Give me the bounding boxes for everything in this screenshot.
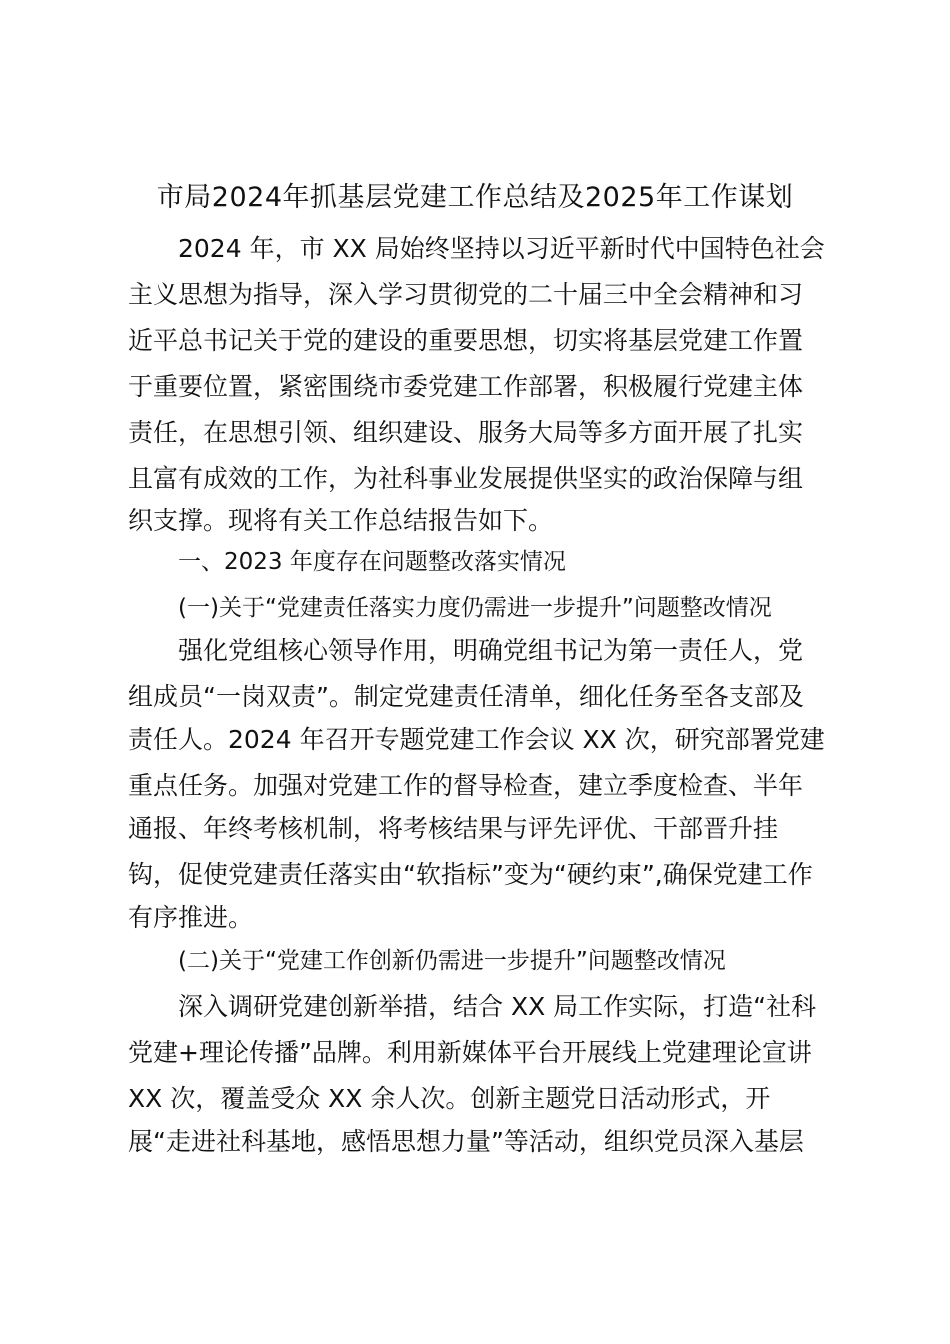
paragraph-line: XX 次，覆盖受众 XX 余人次。创新主题党日活动形式，开 [128,1084,771,1113]
paragraph-line: 织支撑。现将有关工作总结报告如下。 [128,506,554,535]
paragraph-line: 组成员“一岗双责”。制定党建责任清单，细化任务至各支部及 [128,682,804,711]
paragraph-line: 责任人。2024 年召开专题党建工作会议 XX 次，研究部署党建 [128,725,825,754]
paragraph-line: 强化党组核心领导作用，明确党组书记为第一责任人，党 [178,636,804,665]
paragraph-line: 于重要位置，紧密围绕市委党建工作部署，积极履行党建主体 [128,372,804,401]
paragraph-line: 近平总书记关于党的建设的重要思想，切实将基层党建工作置 [128,326,804,355]
paragraph-line: 主义思想为指导，深入学习贯彻党的二十届三中全会精神和习 [128,280,804,309]
subsection-heading: (二)关于“党建工作创新仍需进一步提升”问题整改情况 [178,948,726,974]
paragraph-line: 展“走进社科基地，感悟思想力量”等活动，组织党员深入基层 [128,1127,804,1156]
paragraph-line: 2024 年，市 XX 局始终坚持以习近平新时代中国特色社会 [178,234,825,263]
paragraph-line: 通报、年终考核机制，将考核结果与评先评优、干部晋升挂 [128,814,779,843]
paragraph-line: 责任，在思想引领、组织建设、服务大局等多方面开展了扎实 [128,418,804,447]
section-heading: 一、2023 年度存在问题整改落实情况 [178,549,566,575]
paragraph-line: 重点任务。加强对党建工作的督导检查，建立季度检查、半年 [128,771,804,800]
document-title: 市局2024年抓基层党建工作总结及2025年工作谋划 [156,182,794,213]
paragraph-line: 且富有成效的工作，为社科事业发展提供坚实的政治保障与组 [128,464,804,493]
paragraph-line: 有序推进。 [128,903,254,932]
paragraph-line: 深入调研党建创新举措，结合 XX 局工作实际，打造“社科 [178,992,817,1021]
paragraph-line: 党建+理论传播”品牌。利用新媒体平台开展线上党建理论宣讲 [128,1038,812,1067]
subsection-heading: (一)关于“党建责任落实力度仍需进一步提升”问题整改情况 [178,595,772,621]
paragraph-line: 钩，促使党建责任落实由“软指标”变为“硬约束”,确保党建工作 [128,860,813,889]
